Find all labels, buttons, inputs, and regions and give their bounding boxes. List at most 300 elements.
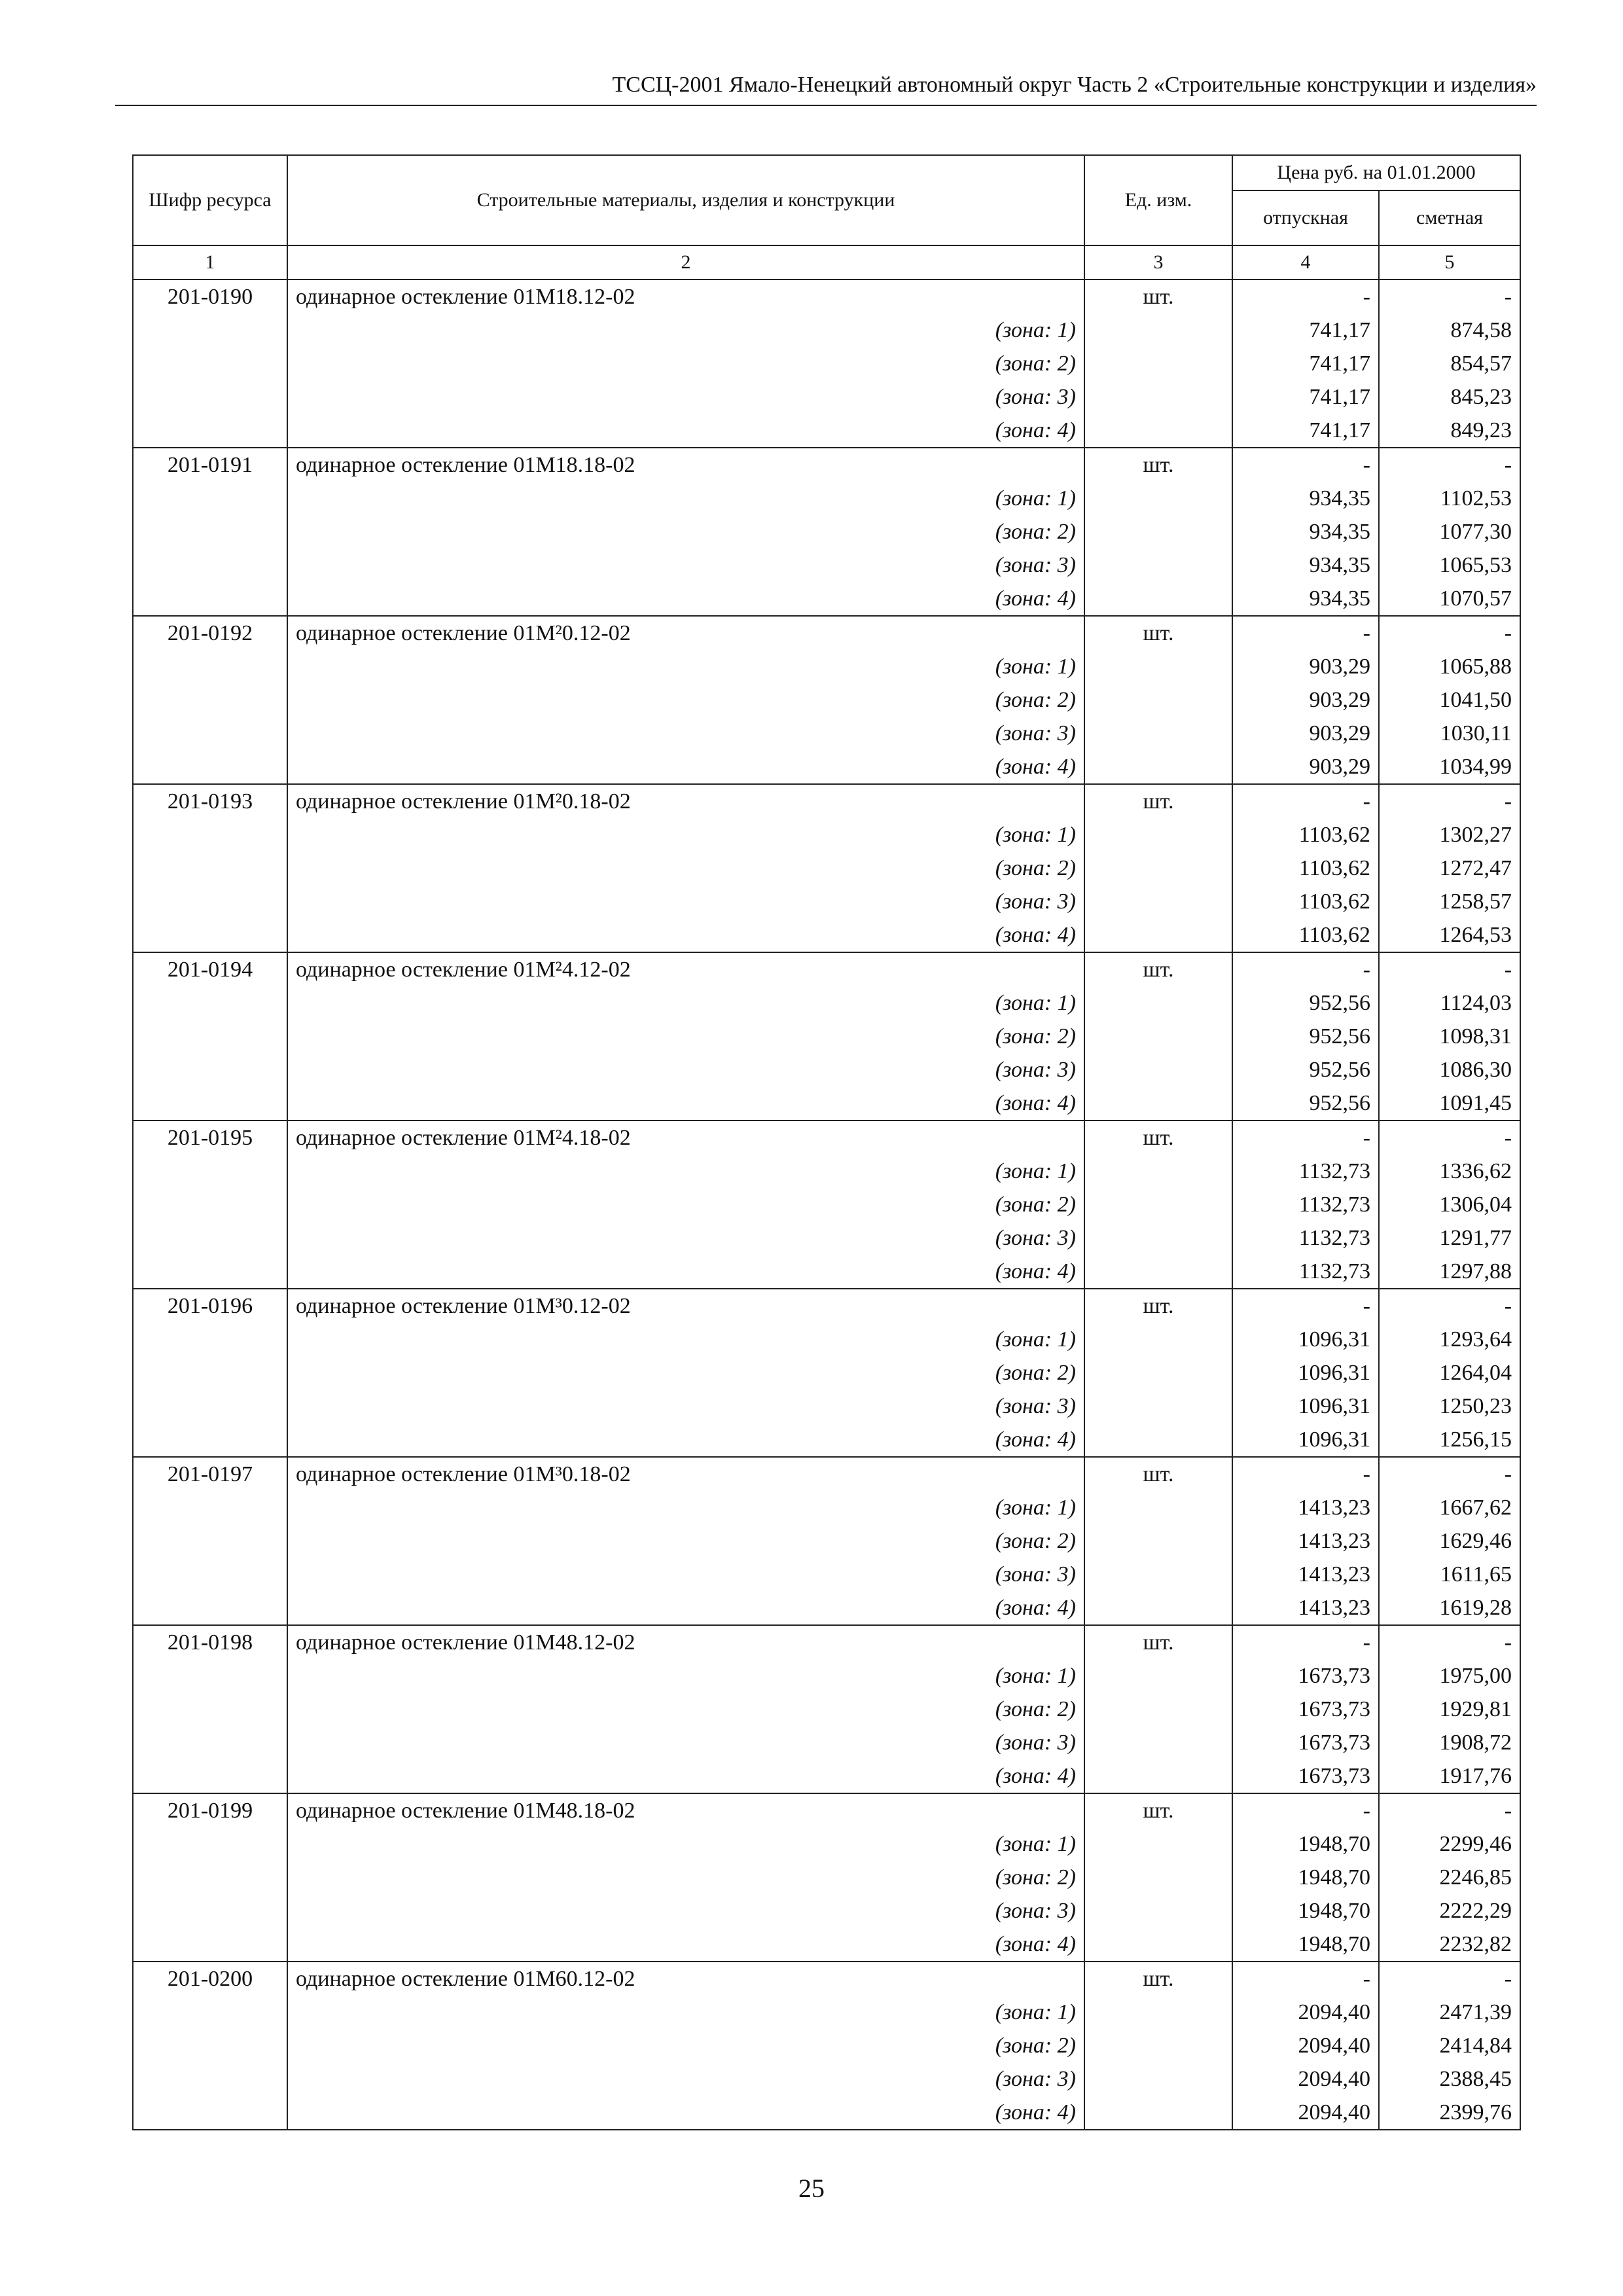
estimate-price: 1124,03	[1379, 986, 1520, 1020]
empty-cell	[133, 1558, 287, 1591]
estimate-price: 1293,64	[1379, 1323, 1520, 1356]
estimate-price: 1264,04	[1379, 1356, 1520, 1390]
empty-cell	[133, 1928, 287, 1962]
empty-cell	[1084, 1524, 1232, 1558]
release-price: 1103,62	[1232, 818, 1379, 852]
zone-label: (зона: 1)	[287, 1155, 1084, 1188]
zone-row	[133, 2062, 1520, 2096]
empty-cell	[133, 414, 287, 448]
zone-row	[133, 1390, 1520, 1423]
zone-label: (зона: 4)	[287, 582, 1084, 616]
empty-cell	[133, 717, 287, 750]
zone-row	[133, 380, 1520, 414]
empty-cell	[133, 582, 287, 616]
zone-label: (зона: 2)	[287, 683, 1084, 717]
empty-cell	[133, 1053, 287, 1086]
estimate-price: 1619,28	[1379, 1591, 1520, 1625]
estimate-price: 2414,84	[1379, 2029, 1520, 2062]
page-number: 25	[798, 2174, 825, 2203]
zone-label: (зона: 2)	[287, 347, 1084, 380]
zone-label: (зона: 3)	[287, 1726, 1084, 1759]
empty-cell	[1084, 1155, 1232, 1188]
estimate-price: -	[1379, 1457, 1520, 1491]
zone-row	[133, 1726, 1520, 1759]
resource-code: 201-0193	[133, 784, 287, 818]
zone-label: (зона: 1)	[287, 1323, 1084, 1356]
release-price: -	[1232, 1793, 1379, 1827]
resource-name: одинарное остекление 01М²4.12-02	[287, 952, 1084, 986]
empty-cell	[133, 750, 287, 784]
release-price: 1413,23	[1232, 1491, 1379, 1524]
empty-cell	[1084, 650, 1232, 683]
zone-label: (зона: 4)	[287, 1086, 1084, 1121]
zone-label: (зона: 3)	[287, 380, 1084, 414]
release-price: 934,35	[1232, 582, 1379, 616]
empty-cell	[1084, 1390, 1232, 1423]
resource-name: одинарное остекление 01М18.12-02	[287, 279, 1084, 314]
zone-row	[133, 1053, 1520, 1086]
estimate-price: -	[1379, 1289, 1520, 1323]
resource-code: 201-0196	[133, 1289, 287, 1323]
empty-cell	[133, 1390, 287, 1423]
empty-cell	[1084, 1558, 1232, 1591]
release-price: -	[1232, 1289, 1379, 1323]
release-price: -	[1232, 1457, 1379, 1491]
zone-row	[133, 347, 1520, 380]
zone-label: (зона: 4)	[287, 1423, 1084, 1457]
empty-cell	[133, 1423, 287, 1457]
release-price: 934,35	[1232, 548, 1379, 582]
estimate-price: 1291,77	[1379, 1221, 1520, 1255]
header-code: Шифр ресурса	[133, 155, 287, 245]
estimate-price: 1070,57	[1379, 582, 1520, 616]
empty-cell	[1084, 1861, 1232, 1894]
empty-cell	[133, 1491, 287, 1524]
estimate-price: -	[1379, 1962, 1520, 1996]
release-price: 903,29	[1232, 683, 1379, 717]
release-price: 1132,73	[1232, 1255, 1379, 1289]
estimate-price: 845,23	[1379, 380, 1520, 414]
zone-row	[133, 482, 1520, 515]
estimate-price: 1091,45	[1379, 1086, 1520, 1121]
estimate-price: -	[1379, 616, 1520, 650]
empty-cell	[1084, 750, 1232, 784]
resource-name: одинарное остекление 01М²4.18-02	[287, 1121, 1084, 1155]
zone-row	[133, 1558, 1520, 1591]
table-row	[133, 784, 1520, 818]
release-price: 1413,23	[1232, 1591, 1379, 1625]
empty-cell	[1084, 548, 1232, 582]
release-price: -	[1232, 1962, 1379, 1996]
resource-name: одинарное остекление 01М60.12-02	[287, 1962, 1084, 1996]
estimate-price: 1272,47	[1379, 852, 1520, 885]
empty-cell	[133, 1894, 287, 1928]
estimate-price: 874,58	[1379, 314, 1520, 347]
release-price: 2094,40	[1232, 2062, 1379, 2096]
empty-cell	[133, 1759, 287, 1793]
zone-row	[133, 818, 1520, 852]
estimate-price: 1086,30	[1379, 1053, 1520, 1086]
release-price: 1948,70	[1232, 1827, 1379, 1861]
estimate-price: 1258,57	[1379, 885, 1520, 918]
release-price: 1132,73	[1232, 1188, 1379, 1221]
release-price: 1673,73	[1232, 1693, 1379, 1726]
empty-cell	[133, 1356, 287, 1390]
release-price: 2094,40	[1232, 1996, 1379, 2029]
empty-cell	[1084, 347, 1232, 380]
unit-cell: шт.	[1084, 1457, 1232, 1491]
zone-label: (зона: 2)	[287, 515, 1084, 548]
zone-label: (зона: 4)	[287, 1255, 1084, 1289]
empty-cell	[133, 1155, 287, 1188]
release-price: -	[1232, 784, 1379, 818]
zone-label: (зона: 3)	[287, 1221, 1084, 1255]
header-release: отпускная	[1232, 190, 1379, 245]
zone-label: (зона: 3)	[287, 1053, 1084, 1086]
unit-cell: шт.	[1084, 1962, 1232, 1996]
estimate-price: 1917,76	[1379, 1759, 1520, 1793]
table-row	[133, 1962, 1520, 1996]
zone-row	[133, 1659, 1520, 1693]
resource-code: 201-0191	[133, 448, 287, 482]
release-price: 741,17	[1232, 314, 1379, 347]
estimate-price: 2232,82	[1379, 1928, 1520, 1962]
zone-label: (зона: 2)	[287, 1020, 1084, 1053]
zone-label: (зона: 1)	[287, 1491, 1084, 1524]
zone-label: (зона: 2)	[287, 852, 1084, 885]
unit-cell: шт.	[1084, 784, 1232, 818]
column-numbers-row	[133, 245, 1520, 279]
release-price: 1103,62	[1232, 918, 1379, 952]
header-price-group: Цена руб. на 01.01.2000	[1232, 155, 1520, 190]
zone-row	[133, 750, 1520, 784]
empty-cell	[1084, 582, 1232, 616]
unit-cell: шт.	[1084, 1289, 1232, 1323]
zone-label: (зона: 4)	[287, 918, 1084, 952]
release-price: 1948,70	[1232, 1928, 1379, 1962]
empty-cell	[1084, 1659, 1232, 1693]
estimate-price: 2222,29	[1379, 1894, 1520, 1928]
empty-cell	[133, 1693, 287, 1726]
empty-cell	[133, 683, 287, 717]
zone-row	[133, 852, 1520, 885]
column-number: 4	[1232, 245, 1379, 279]
empty-cell	[1084, 717, 1232, 750]
empty-cell	[133, 1861, 287, 1894]
zone-label: (зона: 3)	[287, 548, 1084, 582]
estimate-price: 1077,30	[1379, 515, 1520, 548]
release-price: 952,56	[1232, 1086, 1379, 1121]
estimate-price: 1102,53	[1379, 482, 1520, 515]
empty-cell	[1084, 1356, 1232, 1390]
zone-row	[133, 717, 1520, 750]
zone-row	[133, 2029, 1520, 2062]
release-price: 952,56	[1232, 986, 1379, 1020]
zone-label: (зона: 4)	[287, 414, 1084, 448]
zone-row	[133, 683, 1520, 717]
empty-cell	[133, 380, 287, 414]
empty-cell	[1084, 1255, 1232, 1289]
release-price: 1103,62	[1232, 885, 1379, 918]
empty-cell	[1084, 852, 1232, 885]
resource-code: 201-0197	[133, 1457, 287, 1491]
zone-row	[133, 986, 1520, 1020]
zone-row	[133, 1759, 1520, 1793]
zone-row	[133, 2096, 1520, 2130]
release-price: 1132,73	[1232, 1155, 1379, 1188]
table-row	[133, 1793, 1520, 1827]
release-price: 903,29	[1232, 650, 1379, 683]
resource-name: одинарное остекление 01М48.12-02	[287, 1625, 1084, 1659]
release-price: 1096,31	[1232, 1390, 1379, 1423]
zone-row	[133, 1861, 1520, 1894]
zone-label: (зона: 3)	[287, 1558, 1084, 1591]
empty-cell	[133, 482, 287, 515]
column-number: 3	[1084, 245, 1232, 279]
column-number: 1	[133, 245, 287, 279]
empty-cell	[133, 852, 287, 885]
empty-cell	[133, 1255, 287, 1289]
empty-cell	[133, 1524, 287, 1558]
zone-row	[133, 1591, 1520, 1625]
estimate-price: 2388,45	[1379, 2062, 1520, 2096]
zone-row	[133, 650, 1520, 683]
resource-name: одинарное остекление 01М²0.18-02	[287, 784, 1084, 818]
empty-cell	[133, 2029, 287, 2062]
estimate-price: 1250,23	[1379, 1390, 1520, 1423]
release-price: 952,56	[1232, 1053, 1379, 1086]
resource-code: 201-0194	[133, 952, 287, 986]
zone-label: (зона: 1)	[287, 986, 1084, 1020]
empty-cell	[1084, 414, 1232, 448]
zone-label: (зона: 1)	[287, 1659, 1084, 1693]
release-price: -	[1232, 279, 1379, 314]
table-row	[133, 1457, 1520, 1491]
release-price: 1673,73	[1232, 1659, 1379, 1693]
empty-cell	[133, 1086, 287, 1121]
release-price: -	[1232, 952, 1379, 986]
unit-cell: шт.	[1084, 1625, 1232, 1659]
zone-row	[133, 548, 1520, 582]
zone-row	[133, 1423, 1520, 1457]
zone-label: (зона: 1)	[287, 1827, 1084, 1861]
zone-row	[133, 885, 1520, 918]
zone-row	[133, 1827, 1520, 1861]
empty-cell	[133, 818, 287, 852]
empty-cell	[1084, 515, 1232, 548]
zone-label: (зона: 3)	[287, 1894, 1084, 1928]
release-price: 1096,31	[1232, 1423, 1379, 1457]
release-price: 934,35	[1232, 482, 1379, 515]
empty-cell	[1084, 1759, 1232, 1793]
zone-row	[133, 1491, 1520, 1524]
empty-cell	[1084, 1221, 1232, 1255]
empty-cell	[1084, 2029, 1232, 2062]
zone-row	[133, 1323, 1520, 1356]
resource-code: 201-0192	[133, 616, 287, 650]
estimate-price: 1297,88	[1379, 1255, 1520, 1289]
empty-cell	[133, 986, 287, 1020]
release-price: -	[1232, 1121, 1379, 1155]
release-price: -	[1232, 448, 1379, 482]
zone-label: (зона: 2)	[287, 1524, 1084, 1558]
empty-cell	[133, 1996, 287, 2029]
release-price: 741,17	[1232, 414, 1379, 448]
zone-label: (зона: 3)	[287, 717, 1084, 750]
zone-row	[133, 1086, 1520, 1121]
empty-cell	[133, 1221, 287, 1255]
resource-code: 201-0195	[133, 1121, 287, 1155]
zone-row	[133, 1020, 1520, 1053]
release-price: 1096,31	[1232, 1323, 1379, 1356]
empty-cell	[133, 2062, 287, 2096]
empty-cell	[1084, 1591, 1232, 1625]
empty-cell	[133, 1188, 287, 1221]
zone-label: (зона: 3)	[287, 2062, 1084, 2096]
release-price: 1096,31	[1232, 1356, 1379, 1390]
resource-code: 201-0200	[133, 1962, 287, 1996]
release-price: 741,17	[1232, 380, 1379, 414]
estimate-price: 1030,11	[1379, 717, 1520, 750]
zone-row	[133, 918, 1520, 952]
estimate-price: 1611,65	[1379, 1558, 1520, 1591]
resource-name: одинарное остекление 01М²0.12-02	[287, 616, 1084, 650]
unit-cell: шт.	[1084, 1793, 1232, 1827]
estimate-price: -	[1379, 1793, 1520, 1827]
estimate-price: 2471,39	[1379, 1996, 1520, 2029]
empty-cell	[1084, 2062, 1232, 2096]
release-price: 1673,73	[1232, 1726, 1379, 1759]
zone-row	[133, 1155, 1520, 1188]
empty-cell	[1084, 1894, 1232, 1928]
table-body	[133, 279, 1520, 2130]
header-unit: Ед. изм.	[1084, 155, 1232, 245]
empty-cell	[1084, 885, 1232, 918]
estimate-price: 2246,85	[1379, 1861, 1520, 1894]
zone-label: (зона: 4)	[287, 750, 1084, 784]
zone-row	[133, 1221, 1520, 1255]
estimate-price: -	[1379, 1121, 1520, 1155]
empty-cell	[1084, 1928, 1232, 1962]
empty-cell	[133, 1726, 287, 1759]
release-price: -	[1232, 1625, 1379, 1659]
estimate-price: 1667,62	[1379, 1491, 1520, 1524]
zone-label: (зона: 2)	[287, 1693, 1084, 1726]
zone-row	[133, 1928, 1520, 1962]
empty-cell	[1084, 1020, 1232, 1053]
estimate-price: 1065,88	[1379, 650, 1520, 683]
table-row	[133, 616, 1520, 650]
release-price: 2094,40	[1232, 2096, 1379, 2130]
header-estimate: сметная	[1379, 190, 1520, 245]
unit-cell: шт.	[1084, 448, 1232, 482]
unit-cell: шт.	[1084, 1121, 1232, 1155]
empty-cell	[1084, 1693, 1232, 1726]
unit-cell: шт.	[1084, 279, 1232, 314]
empty-cell	[1084, 1491, 1232, 1524]
release-price: 1948,70	[1232, 1861, 1379, 1894]
zone-label: (зона: 4)	[287, 1591, 1084, 1625]
zone-row	[133, 582, 1520, 616]
estimate-price: 1975,00	[1379, 1659, 1520, 1693]
table-row	[133, 952, 1520, 986]
zone-label: (зона: 3)	[287, 1390, 1084, 1423]
resource-code: 201-0190	[133, 279, 287, 314]
empty-cell	[1084, 986, 1232, 1020]
estimate-price: 1306,04	[1379, 1188, 1520, 1221]
zone-row	[133, 1188, 1520, 1221]
empty-cell	[133, 347, 287, 380]
empty-cell	[133, 515, 287, 548]
table-row	[133, 1289, 1520, 1323]
zone-label: (зона: 1)	[287, 314, 1084, 347]
zone-label: (зона: 2)	[287, 1188, 1084, 1221]
empty-cell	[1084, 1188, 1232, 1221]
zone-row	[133, 1996, 1520, 2029]
table-row	[133, 448, 1520, 482]
empty-cell	[133, 548, 287, 582]
empty-cell	[1084, 918, 1232, 952]
release-price: 1132,73	[1232, 1221, 1379, 1255]
zone-label: (зона: 4)	[287, 1759, 1084, 1793]
resource-code: 201-0198	[133, 1625, 287, 1659]
estimate-price: 1629,46	[1379, 1524, 1520, 1558]
zone-label: (зона: 1)	[287, 1996, 1084, 2029]
estimate-price: 1256,15	[1379, 1423, 1520, 1457]
table-row	[133, 279, 1520, 314]
estimate-price: 1908,72	[1379, 1726, 1520, 1759]
empty-cell	[1084, 1996, 1232, 2029]
zone-row	[133, 1693, 1520, 1726]
empty-cell	[1084, 683, 1232, 717]
zone-row	[133, 515, 1520, 548]
zone-row	[133, 1356, 1520, 1390]
zone-label: (зона: 2)	[287, 2029, 1084, 2062]
zone-label: (зона: 3)	[287, 885, 1084, 918]
zone-label: (зона: 1)	[287, 482, 1084, 515]
empty-cell	[133, 314, 287, 347]
table-row	[133, 1121, 1520, 1155]
release-price: 1413,23	[1232, 1558, 1379, 1591]
empty-cell	[133, 650, 287, 683]
empty-cell	[1084, 1086, 1232, 1121]
zone-label: (зона: 2)	[287, 1861, 1084, 1894]
empty-cell	[1084, 818, 1232, 852]
release-price: 1103,62	[1232, 852, 1379, 885]
resource-code: 201-0199	[133, 1793, 287, 1827]
zone-row	[133, 1255, 1520, 1289]
empty-cell	[133, 885, 287, 918]
resource-name: одинарное остекление 01М³0.18-02	[287, 1457, 1084, 1491]
resource-name: одинарное остекление 01М48.18-02	[287, 1793, 1084, 1827]
empty-cell	[133, 1591, 287, 1625]
empty-cell	[1084, 1726, 1232, 1759]
zone-label: (зона: 4)	[287, 1928, 1084, 1962]
zone-label: (зона: 1)	[287, 818, 1084, 852]
zone-row	[133, 314, 1520, 347]
estimate-price: -	[1379, 448, 1520, 482]
estimate-price: 854,57	[1379, 347, 1520, 380]
estimate-price: -	[1379, 279, 1520, 314]
unit-cell: шт.	[1084, 952, 1232, 986]
zone-label: (зона: 2)	[287, 1356, 1084, 1390]
empty-cell	[133, 1827, 287, 1861]
zone-row	[133, 1524, 1520, 1558]
price-table	[132, 154, 1521, 2130]
empty-cell	[133, 1020, 287, 1053]
estimate-price: 1034,99	[1379, 750, 1520, 784]
estimate-price: -	[1379, 952, 1520, 986]
